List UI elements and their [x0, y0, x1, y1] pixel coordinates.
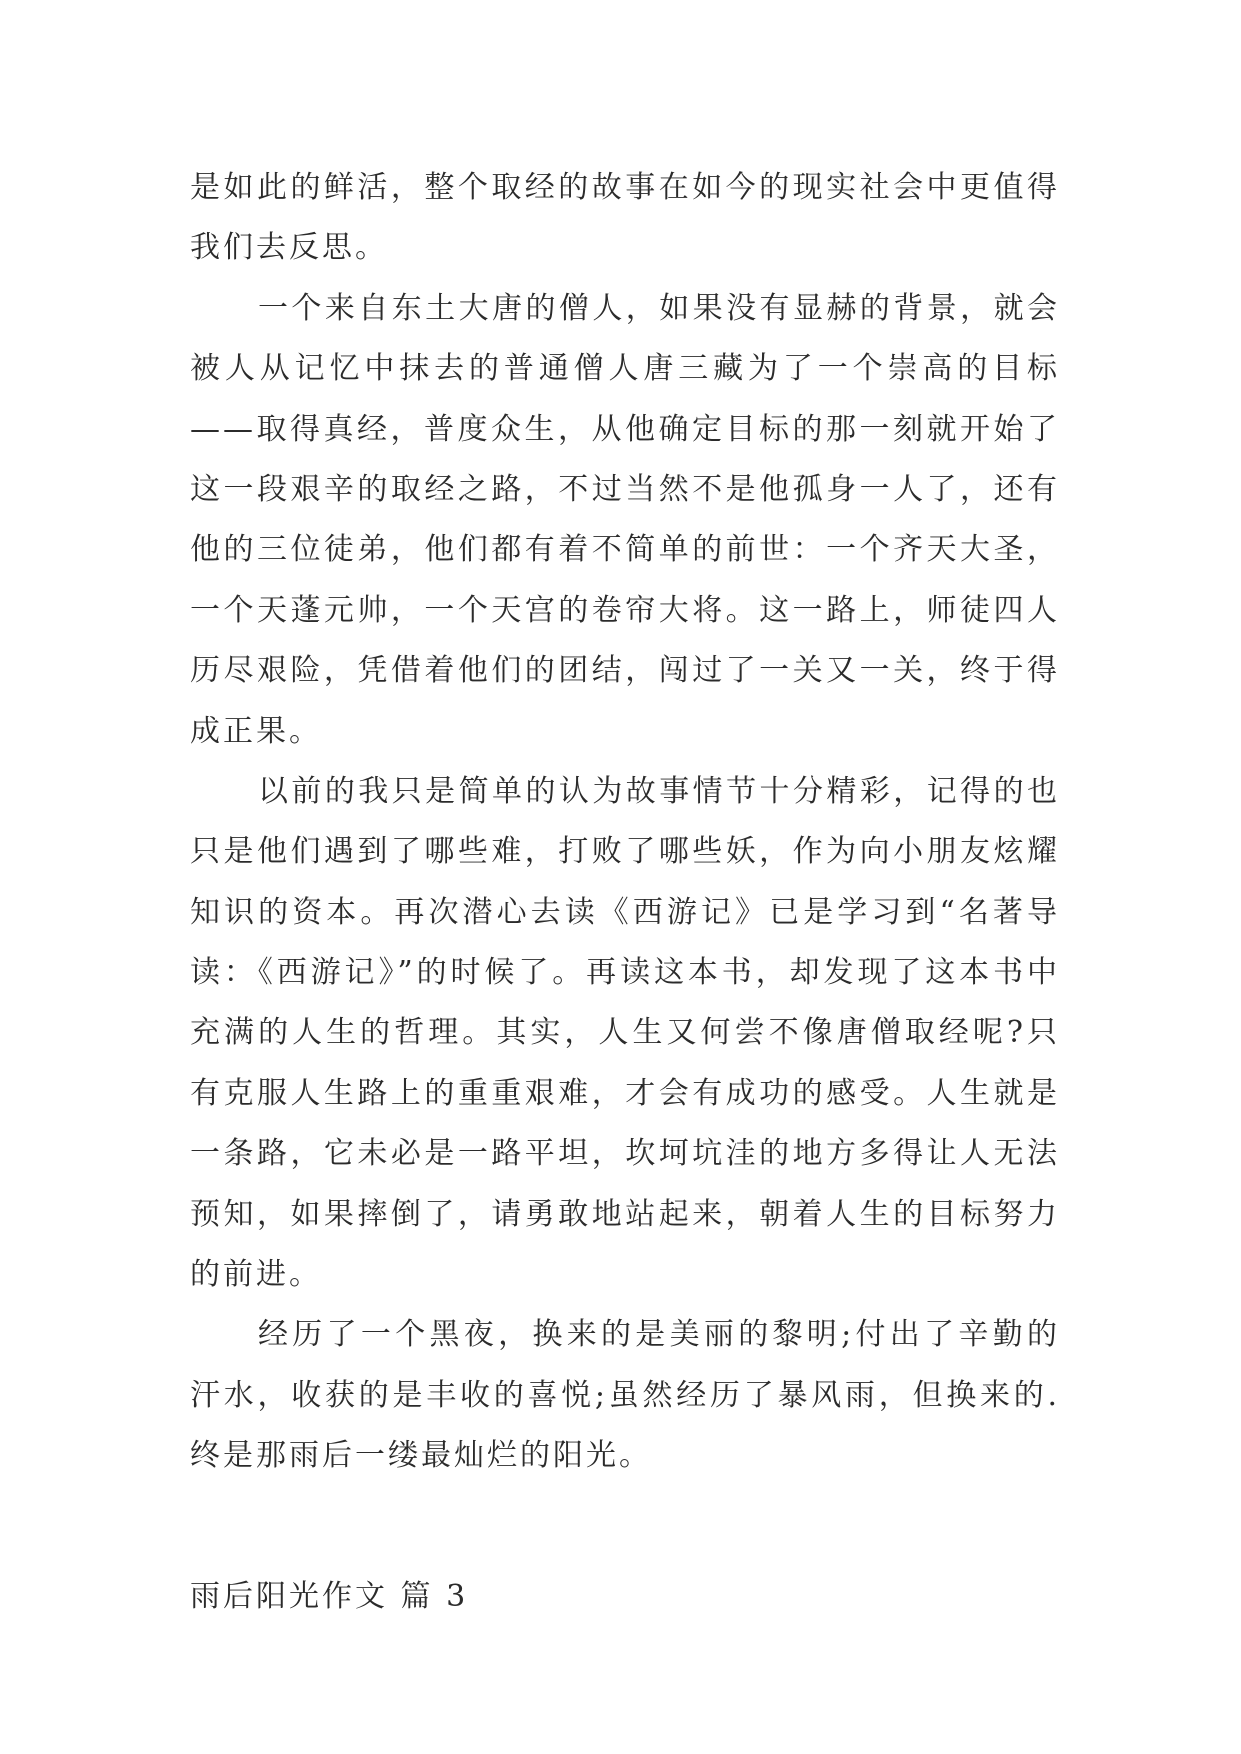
text-line: 的前进。	[190, 1257, 322, 1293]
text-line: 有克服人生路上的重重艰难，才会有成功的感受。人生就是	[190, 1075, 1060, 1111]
text-line: 只是他们遇到了哪些难，打败了哪些妖，作为向小朋友炫耀	[190, 834, 1060, 870]
text-line: ——取得真经，普度众生，从他确定目标的那一刻就开始了	[190, 411, 1060, 447]
text-line: 汗水，收获的是丰收的喜悦;虽然经历了暴风雨，但换来的.	[190, 1377, 1060, 1413]
text-line: 历尽艰险，凭借着他们的团结，闯过了一关又一关，终于得	[190, 653, 1060, 689]
text-line: 是如此的鲜活，整个取经的故事在如今的现实社会中更值得	[190, 170, 1060, 205]
text-line: 充满的人生的哲理。其实，人生又何尝不像唐僧取经呢?只	[190, 1015, 1060, 1051]
text-line: 成正果。	[190, 713, 322, 749]
text-line: 预知，如果摔倒了，请勇敢地站起来，朝着人生的目标努力	[190, 1196, 1060, 1232]
document-body	[190, 158, 1060, 1627]
text-line: 我们去反思。	[190, 230, 388, 266]
text-line: 这一段艰辛的取经之路，不过当然不是他孤身一人了，还有	[190, 471, 1060, 507]
paragraph-1	[190, 158, 1060, 279]
text-line: 他的三位徒弟，他们都有着不简单的前世：一个齐天大圣，	[190, 532, 1060, 568]
text-line: 经历了一个黑夜，换来的是美丽的黎明;付出了辛勤的	[258, 1317, 1060, 1353]
text-line: 终是那雨后一缕最灿烂的阳光。	[190, 1438, 652, 1474]
section-heading: 雨后阳光作文 篇 3	[190, 1578, 469, 1614]
text-line: 被人从记忆中抹去的普通僧人唐三藏为了一个崇高的目标	[190, 351, 1060, 387]
text-line: 以前的我只是简单的认为故事情节十分精彩，记得的也	[258, 773, 1060, 809]
text-line: 一个来自东土大唐的僧人，如果没有显赫的背景，就会	[258, 290, 1060, 326]
text-line: 读：《西游记》”的时候了。再读这本书，却发现了这本书中	[190, 955, 1060, 991]
paragraph-4	[190, 1305, 1060, 1486]
paragraph-3	[190, 762, 1060, 1306]
section-spacer	[190, 1487, 1060, 1567]
text-line: 一条路，它未必是一路平坦，坎坷坑洼的地方多得让人无法	[190, 1136, 1060, 1172]
text-line: 知识的资本。再次潜心去读《西游记》已是学习到“名著导	[190, 894, 1060, 930]
paragraph-2	[190, 279, 1060, 762]
text-line: 一个天蓬元帅，一个天宫的卷帘大将。这一路上，师徒四人	[190, 592, 1060, 628]
